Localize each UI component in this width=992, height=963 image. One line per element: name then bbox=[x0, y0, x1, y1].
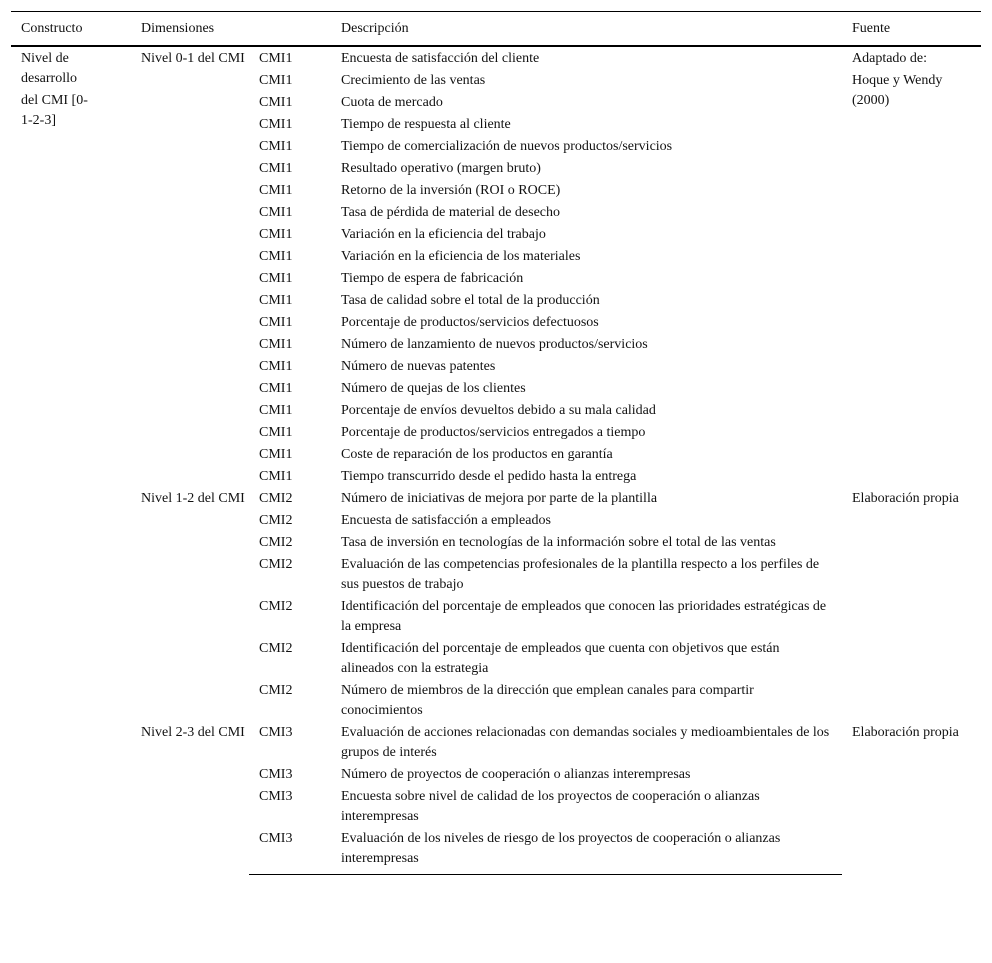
indicator-code: CMI2 bbox=[259, 513, 293, 528]
indicator-description: Variación en la eficiencia del trabajo bbox=[341, 227, 546, 242]
indicator-code: CMI1 bbox=[259, 337, 293, 352]
indicator-description: Evaluación de acciones relacionadas con demandas sociales y medioambientales de los grupos de interés bbox=[341, 725, 830, 760]
indicator-code: CMI1 bbox=[259, 51, 293, 66]
header-fuente: Fuente bbox=[842, 12, 981, 47]
indicator-code: CMI3 bbox=[259, 725, 293, 740]
fuente-cell: Elaboración propia bbox=[852, 491, 959, 506]
indicator-description: Tiempo de espera de fabricación bbox=[341, 271, 524, 286]
indicator-code: CMI1 bbox=[259, 117, 293, 132]
indicator-description: Resultado operativo (margen bruto) bbox=[341, 161, 541, 176]
indicator-description: Cuota de mercado bbox=[341, 95, 443, 110]
table-row bbox=[11, 46, 981, 70]
indicator-description: Tasa de pérdida de material de desecho bbox=[341, 205, 561, 220]
indicator-description: Tiempo transcurrido desde el pedido hasta la entrega bbox=[341, 469, 637, 484]
indicator-description: Evaluación de los niveles de riesgo de los proyectos de cooperación o alianzas interempresas bbox=[331, 828, 842, 875]
indicator-description: Tiempo de comercialización de nuevos productos/servicios bbox=[341, 139, 673, 154]
indicator-description: Retorno de la inversión (ROI o ROCE) bbox=[341, 183, 561, 198]
indicator-description: Porcentaje de productos/servicios entregados a tiempo bbox=[341, 425, 646, 440]
indicator-code: CMI2 bbox=[259, 641, 293, 656]
indicator-code: CMI1 bbox=[259, 227, 293, 242]
indicator-description: Número de miembros de la dirección que emplean canales para compartir conocimientos bbox=[341, 683, 754, 718]
indicator-code: CMI1 bbox=[259, 293, 293, 308]
indicator-code: CMI1 bbox=[259, 447, 293, 462]
constructo-line: Nivel de bbox=[21, 51, 69, 66]
indicator-description: Número de iniciativas de mejora por parte de la plantilla bbox=[341, 491, 658, 506]
table-header-row bbox=[11, 12, 981, 47]
indicator-description: Número de lanzamiento de nuevos productos/servicios bbox=[341, 337, 648, 352]
indicator-code: CMI1 bbox=[259, 161, 293, 176]
indicator-description: Tasa de inversión en tecnologías de la información sobre el total de las ventas bbox=[341, 535, 776, 550]
indicator-code: CMI2 bbox=[259, 599, 293, 614]
indicator-description: Número de proyectos de cooperación o alianzas interempresas bbox=[341, 767, 691, 782]
indicator-code: CMI3 bbox=[259, 789, 293, 804]
indicator-code: CMI2 bbox=[259, 491, 293, 506]
header-descripcion: Descripción bbox=[331, 12, 842, 47]
indicator-code: CMI1 bbox=[259, 359, 293, 374]
indicator-code: CMI1 bbox=[259, 469, 293, 484]
dimension-label: Nivel 0-1 del CMI bbox=[141, 51, 245, 66]
indicator-description: Porcentaje de productos/servicios defectuosos bbox=[341, 315, 599, 330]
indicator-code: CMI1 bbox=[259, 403, 293, 418]
table-container bbox=[11, 11, 981, 875]
indicator-code: CMI2 bbox=[259, 683, 293, 698]
indicator-description: Identificación del porcentaje de empleados que conocen las prioridades estratégicas de la empresa bbox=[341, 599, 827, 634]
dimension-label: Nivel 2-3 del CMI bbox=[141, 725, 245, 740]
fuente-cell bbox=[842, 46, 981, 70]
table-body bbox=[11, 46, 981, 875]
indicator-code: CMI1 bbox=[259, 139, 293, 154]
indicator-code: CMI2 bbox=[259, 557, 293, 572]
indicator-code: CMI1 bbox=[259, 249, 293, 264]
indicator-code: CMI1 bbox=[259, 381, 293, 396]
indicator-description: Encuesta de satisfacción a empleados bbox=[341, 513, 551, 528]
header-constructo: Constructo bbox=[11, 12, 131, 47]
indicator-description: Crecimiento de las ventas bbox=[341, 73, 486, 88]
indicator-description: Evaluación de las competencias profesionales de la plantilla respecto a los perfiles de sus puestos de trabajo bbox=[341, 557, 820, 592]
constructo-cell bbox=[11, 46, 131, 875]
indicator-code: CMI1 bbox=[259, 183, 293, 198]
indicator-description: Identificación del porcentaje de empleados que cuenta con objetivos que están alineados con la estrategia bbox=[341, 641, 780, 676]
constructo-line: desarrollo bbox=[21, 71, 77, 86]
indicator-description: Tiempo de respuesta al cliente bbox=[341, 117, 511, 132]
cmi-indicators-table bbox=[11, 11, 981, 875]
header-dimensiones: Dimensiones bbox=[131, 12, 249, 47]
indicator-description: Número de nuevas patentes bbox=[341, 359, 496, 374]
indicator-code: CMI1 bbox=[259, 271, 293, 286]
indicator-code: CMI1 bbox=[259, 95, 293, 110]
indicator-code: CMI1 bbox=[259, 425, 293, 440]
constructo-line: del CMI [0- bbox=[21, 93, 88, 108]
indicator-code: CMI3 bbox=[249, 828, 331, 875]
dimension-label: Nivel 1-2 del CMI bbox=[141, 491, 245, 506]
header-code bbox=[249, 12, 331, 47]
fuente-cell: Elaboración propia bbox=[852, 725, 959, 740]
indicator-code: CMI1 bbox=[259, 315, 293, 330]
indicator-description: Encuesta sobre nivel de calidad de los proyectos de cooperación o alianzas interempresas bbox=[341, 789, 760, 824]
fuente-line: Adaptado de: bbox=[852, 51, 928, 66]
indicator-description: Número de quejas de los clientes bbox=[341, 381, 526, 396]
indicator-description: Encuesta de satisfacción del cliente bbox=[341, 51, 540, 66]
table-row bbox=[11, 722, 981, 764]
indicator-description: Variación en la eficiencia de los materiales bbox=[341, 249, 581, 264]
indicator-code: CMI3 bbox=[259, 767, 293, 782]
fuente-cell: Hoque y Wendy (2000) bbox=[852, 73, 943, 108]
indicator-code: CMI1 bbox=[259, 205, 293, 220]
indicator-code: CMI1 bbox=[259, 73, 293, 88]
indicator-code: CMI2 bbox=[259, 535, 293, 550]
indicator-description: Tasa de calidad sobre el total de la producción bbox=[341, 293, 600, 308]
constructo-line: 1-2-3] bbox=[21, 113, 56, 128]
indicator-description: Porcentaje de envíos devueltos debido a su mala calidad bbox=[341, 403, 656, 418]
indicator-description: Coste de reparación de los productos en garantía bbox=[341, 447, 613, 462]
table-row bbox=[11, 488, 981, 510]
